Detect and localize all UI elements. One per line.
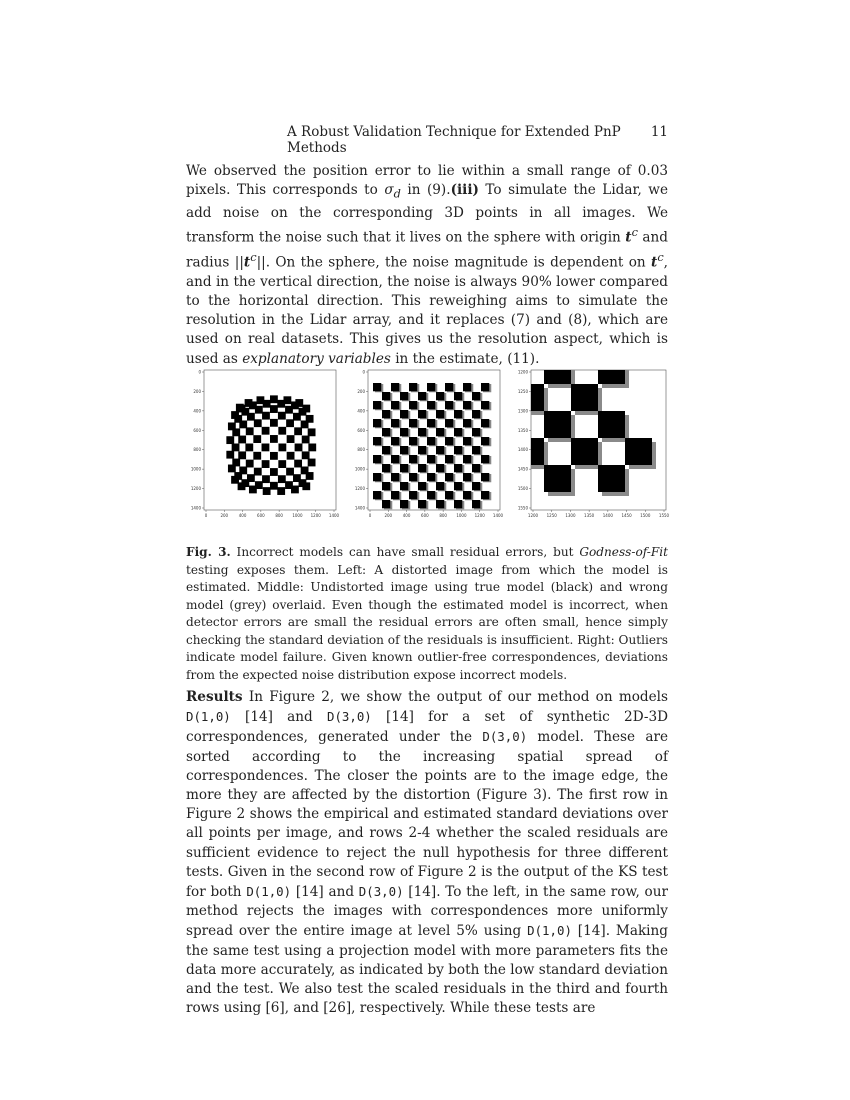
panel-middle-square: [382, 392, 390, 400]
panel-right-ytick-label: 1500: [517, 486, 528, 492]
body-paragraph-1: We observed the position error to lie within a small range of 0.03 pixels. This corresponds to $\sigma_d$ in (9).(iii) To simulate the Lidar, we add noise on the corresponding 3D points in all images. We transform the noise such that it lives on the sphere with origin $t^c$ and radius $||t^c||$. On the sphere, the noise magnitude is dependent on $t^c$, and in the vertical direction, the noise is always 90% lower compared to the horizontal direction. This reweighing aims to simulate the resolution in the Lidar array, and it replaces (7) and (8), which are used on real datasets. This gives us the resolution aspect, which is used as explanatory variables in the estimate, (11).: [186, 163, 668, 367]
panel-middle-square: [436, 500, 444, 508]
panel-right-xtick-label: 1250: [546, 513, 557, 518]
panel-middle-square: [472, 428, 480, 436]
panel-middle-square: [445, 455, 453, 463]
panel-right-square: [571, 438, 598, 465]
panel-middle-square: [418, 464, 426, 472]
panel-middle-square: [463, 419, 471, 427]
panel-left-square: [232, 444, 240, 452]
panel-middle-square: [454, 446, 462, 454]
panel-middle-xtick-label: 600: [421, 513, 429, 518]
panel-middle-square: [454, 482, 462, 490]
panel-left-square: [238, 482, 246, 490]
panel-middle-square: [481, 437, 489, 445]
panel-left-square: [254, 468, 262, 476]
panel-left-square: [308, 459, 316, 467]
panel-middle-square: [472, 482, 480, 490]
panel-right-ytick-label: 1550: [517, 505, 528, 511]
panel-middle-square: [400, 446, 408, 454]
panel-middle-square: [400, 428, 408, 436]
page-header: [185, 124, 668, 156]
panel-right-ytick-label: 1400: [517, 447, 528, 453]
panel-middle-square: [436, 428, 444, 436]
panel-middle-square: [481, 455, 489, 463]
panel-middle-square: [481, 401, 489, 409]
panel-middle-square: [427, 437, 435, 445]
panel-left-square: [278, 460, 286, 468]
panel-middle-square: [463, 401, 471, 409]
panel-left-square: [262, 412, 270, 420]
panel-left-square: [270, 482, 278, 490]
panel-middle-square: [472, 500, 480, 508]
panel-middle-square: [400, 392, 408, 400]
panel-left-square: [246, 427, 254, 435]
page-number: 11: [650, 124, 668, 140]
panel-middle-square: [391, 491, 399, 499]
panel-left-ytick-label: 1000: [190, 466, 201, 472]
panel-left-square: [226, 451, 234, 459]
panel-middle-square: [391, 401, 399, 409]
panel-right-square: [625, 438, 652, 465]
panel-left-square: [262, 475, 270, 483]
panel-middle-square: [418, 446, 426, 454]
panel-left-square: [253, 452, 261, 460]
panel-left-square: [306, 472, 314, 480]
panel-middle-square: [427, 491, 435, 499]
panel-middle-square: [481, 419, 489, 427]
panel-left-ytick-label: 800: [193, 447, 201, 453]
panel-right-square: [544, 465, 571, 492]
panel-middle-square: [409, 401, 417, 409]
panel-middle-ytick-label: 1200: [354, 486, 365, 492]
panel-middle-square: [391, 473, 399, 481]
panel-left-xtick-label: 1400: [328, 513, 340, 518]
panel-middle-square: [418, 482, 426, 490]
panel-left-square: [254, 419, 262, 427]
panel-middle-square: [409, 473, 417, 481]
panel-middle-square: [373, 419, 381, 427]
panel-left-square: [302, 436, 310, 444]
panel-middle-square: [409, 419, 417, 427]
panel-middle-square: [409, 491, 417, 499]
panel-middle-square: [382, 482, 390, 490]
panel-middle-ytick-label: 200: [357, 388, 365, 394]
panel-right-ytick-label: 1450: [517, 466, 528, 472]
panel-middle-square: [436, 410, 444, 418]
panel-middle-xtick-label: 1000: [456, 513, 467, 518]
panel-right-xtick-label: 1350: [584, 513, 595, 518]
panel-middle-ytick-label: 1400: [354, 505, 365, 511]
panel-left-square: [247, 413, 255, 421]
panel-middle-square: [454, 428, 462, 436]
panel-left-square: [286, 419, 294, 427]
panel-middle-xtick-label: 1400: [492, 513, 504, 518]
panel-middle-square: [427, 473, 435, 481]
panel-middle-square: [445, 491, 453, 499]
panel-middle-square: [409, 455, 417, 463]
panel-middle-xtick-label: 800: [439, 513, 447, 518]
panel-middle-square: [445, 473, 453, 481]
panel-middle-square: [436, 482, 444, 490]
panel-middle-square: [382, 410, 390, 418]
panel-right-ytick-label: 1300: [517, 408, 528, 414]
panel-left-square: [308, 428, 316, 436]
panel-middle-square: [373, 455, 381, 463]
panel-right-square: [544, 370, 571, 384]
panel-middle-ytick-label: 400: [357, 408, 365, 414]
panel-middle-square: [472, 446, 480, 454]
panel-left-square: [277, 487, 285, 495]
panel-left-square: [270, 419, 278, 427]
panel-middle-square: [382, 446, 390, 454]
panel-right-zoom: [518, 370, 670, 519]
panel-middle-square: [373, 401, 381, 409]
panel-right-square: [598, 411, 625, 438]
panel-left-square: [263, 487, 271, 495]
panel-right-xtick-label: 1200: [527, 513, 539, 518]
panel-middle-square: [418, 410, 426, 418]
panel-left-square: [270, 452, 278, 460]
panel-middle-square: [400, 500, 408, 508]
panel-right-square: [531, 438, 544, 465]
panel-left-square: [291, 486, 299, 494]
panel-left-xtick-label: 600: [257, 513, 265, 518]
panel-middle-square: [391, 437, 399, 445]
panel-middle-square: [454, 500, 462, 508]
panel-left-square: [287, 435, 295, 443]
figure-3-checkerboards: [186, 362, 668, 522]
panel-middle-undistorted: [355, 370, 504, 519]
panel-left-square: [301, 420, 309, 428]
panel-middle-square: [427, 455, 435, 463]
panel-left-square: [253, 435, 261, 443]
panel-left-square: [286, 468, 294, 476]
body-paragraph-results: Results In Figure 2, we show the output of our method on models D(1,0) [14] and D(3,0) [14] for a set of synthetic 2D-3D correspondences, generated under the D(3,0) model. These are sorted according to the increasing spatial spread of correspondences. The closer the points are to the image edge, the more they are affected by the distortion (Figure 3). The first row in Figure 2 shows the empirical and estimated standard deviations over all points per image, and rows 2-4 whether the scaled residuals are sufficient evidence to reject the null hypothesis for three different tests. Given in the second row of Figure 2 is the output of the KS test for both D(1,0) [14] and D(3,0) [14]. To the left, in the same row, our method rejects the images with correspondences more uniformly spread over the entire image at level 5% using D(1,0) [14]. Making the same test using a projection model with more parameters fits the data more accurately, as indicated by both the low standard deviation and the test. We also test the scaled residuals in the third and fourth rows using [6], and [26], respectively. While these tests are: [186, 689, 668, 1017]
panel-middle-square: [463, 455, 471, 463]
panel-left-square: [239, 420, 247, 428]
panel-middle-square: [409, 383, 417, 391]
running-title: A Robust Validation Technique for Extended PnP Methods: [287, 124, 621, 156]
panel-left-square: [238, 451, 246, 459]
panel-right-ytick-label: 1200: [517, 369, 528, 375]
panel-middle-square: [391, 455, 399, 463]
panel-left-ytick-label: 0: [198, 369, 201, 375]
panel-left-square: [285, 406, 293, 414]
panel-middle-square: [400, 464, 408, 472]
panel-left-xtick-label: 800: [275, 513, 283, 518]
panel-right-xtick-label: 1300: [565, 513, 576, 518]
panel-middle-square: [418, 428, 426, 436]
panel-middle-square: [445, 401, 453, 409]
panel-middle-ytick-label: 600: [357, 427, 365, 433]
panel-left-square: [263, 400, 271, 408]
panel-middle-square: [427, 401, 435, 409]
panel-right-ytick-label: 1250: [517, 388, 528, 394]
panel-right-square: [571, 384, 598, 411]
panel-middle-ytick-label: 0: [362, 369, 365, 375]
panel-middle-square: [427, 383, 435, 391]
panel-left-ytick-label: 600: [193, 427, 201, 433]
panel-middle-square: [463, 437, 471, 445]
panel-middle-square: [436, 464, 444, 472]
panel-right-ytick-label: 1350: [517, 427, 528, 433]
panel-left-ytick-label: 1400: [190, 505, 201, 511]
panel-middle-square: [382, 464, 390, 472]
panel-left-square: [249, 486, 257, 494]
panel-left-xtick-label: 400: [238, 513, 247, 518]
panel-left-square: [262, 427, 270, 435]
panel-middle-xtick-label: 200: [384, 513, 393, 518]
panel-left-square: [287, 452, 295, 460]
panel-middle-square: [382, 500, 390, 508]
panel-left-square: [278, 444, 286, 452]
panel-middle-square: [418, 500, 426, 508]
panel-middle-square: [391, 383, 399, 391]
panel-middle-square: [445, 383, 453, 391]
panel-middle-square: [472, 392, 480, 400]
panel-middle-square: [472, 410, 480, 418]
panel-left-square: [255, 406, 263, 414]
panel-middle-square: [400, 482, 408, 490]
panel-left-ytick-label: 400: [193, 408, 201, 414]
panel-left-distorted: [191, 370, 340, 519]
panel-left-square: [295, 444, 303, 452]
panel-left-square: [270, 468, 278, 476]
panel-middle-square: [472, 464, 480, 472]
panel-middle-square: [373, 383, 381, 391]
panel-left-square: [302, 451, 310, 459]
panel-left-ytick-label: 1200: [190, 486, 201, 492]
panel-middle-square: [445, 437, 453, 445]
panel-middle-ytick-label: 1000: [354, 466, 365, 472]
panel-middle-square: [427, 419, 435, 427]
panel-left-square: [238, 436, 246, 444]
panel-right-xtick-label: 1450: [621, 513, 632, 518]
panel-left-square: [278, 412, 286, 420]
panel-right-xtick-label: 1400: [602, 513, 613, 518]
panel-right-square: [598, 465, 625, 492]
panel-middle-square: [481, 383, 489, 391]
panel-left-square: [278, 427, 286, 435]
panel-right-square: [531, 384, 544, 411]
panel-right-square: [544, 411, 571, 438]
panel-left-square: [302, 482, 310, 490]
panel-middle-square: [463, 491, 471, 499]
panel-left-square: [245, 444, 253, 452]
panel-left-square: [228, 465, 236, 473]
panel-middle-ytick-label: 800: [357, 447, 365, 453]
panel-middle-square: [481, 473, 489, 481]
panel-left-xtick-label: 1000: [292, 513, 303, 518]
panel-middle-square: [463, 383, 471, 391]
panel-middle-square: [373, 437, 381, 445]
panel-left-xtick-label: 200: [220, 513, 229, 518]
panel-left-square: [270, 395, 278, 403]
panel-left-square: [226, 436, 234, 444]
panel-middle-square: [382, 428, 390, 436]
panel-left-square: [293, 413, 301, 421]
panel-left-xtick-label: 1200: [310, 513, 321, 518]
panel-left-square: [262, 444, 270, 452]
panel-middle-square: [463, 473, 471, 481]
panel-left-square: [294, 460, 302, 468]
panel-middle-square: [445, 419, 453, 427]
panel-middle-square: [373, 473, 381, 481]
panel-right-xtick-label: 1500: [640, 513, 651, 518]
panel-left-square: [262, 460, 270, 468]
panel-left-square: [278, 475, 286, 483]
panel-left-xtick-label: 0: [204, 513, 208, 518]
figure-caption: Fig. 3. Incorrect models can have small residual errors, but Godness-of-Fit testing exposes them. Left: A distorted image from which the model is estimated. Middle: Undistorted image using true model (black) and wrong model (grey) overlaid. Even though the estimated model is incorrect, when detector errors are small the residual errors are often small, hence simply checking the standard deviation of the residuals is insufficient. Right: Outliers indicate model failure. Given known outlier-free correspondences, deviations from the expected noise distribution expose incorrect models.: [186, 545, 668, 682]
panel-middle-square: [400, 410, 408, 418]
panel-right-square: [598, 370, 625, 384]
panel-middle-square: [454, 392, 462, 400]
panel-middle-square: [409, 437, 417, 445]
panel-middle-square: [454, 410, 462, 418]
panel-middle-square: [436, 392, 444, 400]
panel-left-square: [294, 427, 302, 435]
panel-left-square: [277, 400, 285, 408]
panel-middle-xtick-label: 1200: [474, 513, 485, 518]
panel-left-square: [308, 444, 316, 452]
panel-middle-square: [391, 419, 399, 427]
panel-middle-square: [436, 446, 444, 454]
panel-middle-square: [481, 491, 489, 499]
panel-left-square: [232, 428, 240, 436]
panel-right-xtick-label: 1550: [658, 513, 670, 518]
panel-middle-square: [454, 464, 462, 472]
panel-left-square: [270, 405, 278, 413]
panel-middle-xtick-label: 0: [368, 513, 372, 518]
panel-left-square: [270, 435, 278, 443]
panel-middle-xtick-label: 400: [402, 513, 411, 518]
panel-left-ytick-label: 200: [193, 388, 201, 394]
panel-middle-square: [373, 491, 381, 499]
panel-left-square: [246, 460, 254, 468]
panel-middle-square: [418, 392, 426, 400]
